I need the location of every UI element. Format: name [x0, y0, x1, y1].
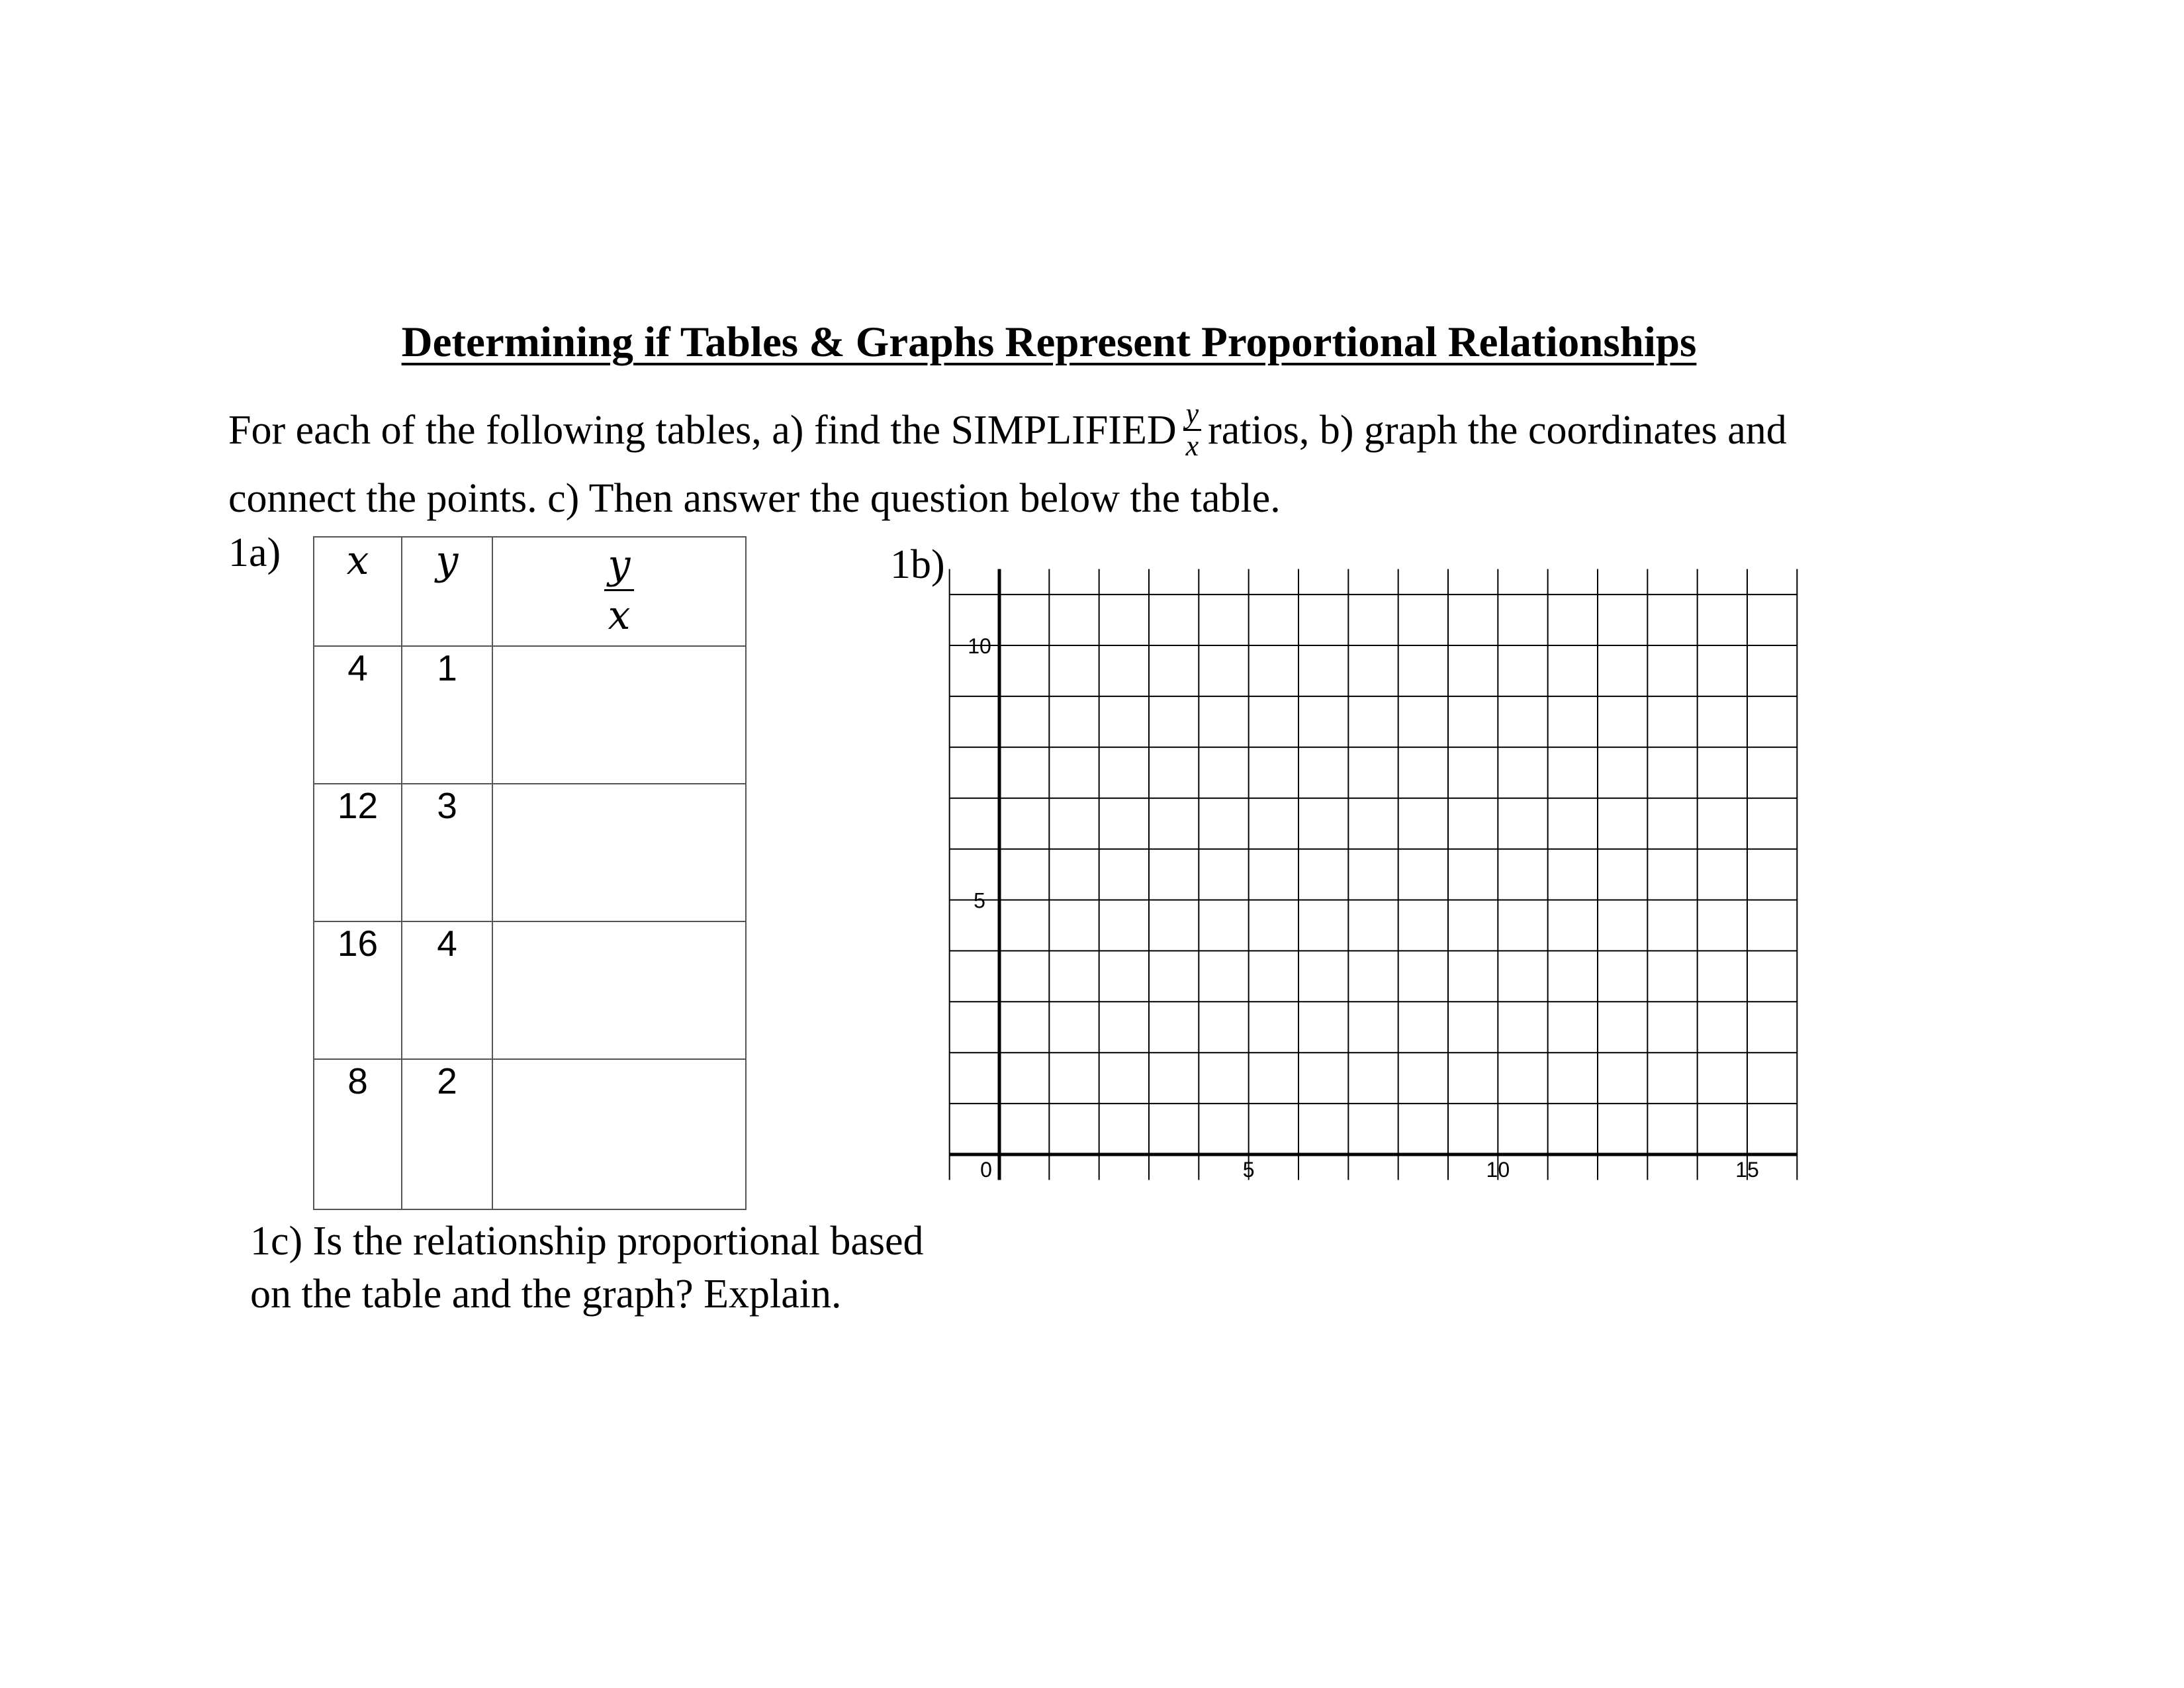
header-ratio-numerator: y [604, 543, 635, 591]
x-tick-label: 15 [1735, 1158, 1759, 1182]
ratio-denominator: x [1185, 430, 1199, 463]
instructions-part-1: For each of the following tables, a) find the SIMPLIFIED [228, 408, 1177, 453]
x-tick-label: 5 [1242, 1158, 1255, 1182]
header-y: y [402, 537, 492, 646]
cell-y: 4 [402, 921, 492, 1059]
cell-y: 2 [402, 1059, 492, 1209]
cell-y: 1 [402, 646, 492, 784]
header-ratio-denominator: x [608, 592, 631, 639]
cell-x: 8 [314, 1059, 402, 1209]
cell-x: 16 [314, 921, 402, 1059]
x-tick-label: 10 [1486, 1158, 1510, 1182]
ratio-numerator: y [1183, 399, 1202, 431]
instructions-part-2: ratios, b) graph the coordinates and [1208, 408, 1787, 453]
grid-lines [950, 569, 1797, 1180]
graph-label: 1b) [890, 542, 945, 587]
instructions-line-2: connect the points. c) Then answer the question below the table. [228, 476, 1281, 522]
x-tick-labels [980, 1158, 1759, 1182]
y-tick-label: 5 [974, 888, 985, 913]
worksheet-title: Determining if Tables & Graphs Represent Proportional Relationships [401, 318, 1697, 366]
x-tick-label: 0 [980, 1158, 992, 1182]
question-line-2: on the table and the graph? Explain. [250, 1272, 842, 1317]
y-tick-label: 10 [968, 634, 991, 658]
cell-x: 4 [314, 646, 402, 784]
axes [950, 569, 1797, 1180]
cell-x: 12 [314, 784, 402, 921]
header-x: x [314, 537, 402, 646]
question-line-1: 1c) Is the relationship proportional based [250, 1219, 924, 1264]
y-tick-labels [968, 634, 991, 913]
cell-y: 3 [402, 784, 492, 921]
table-label: 1a) [228, 530, 281, 575]
